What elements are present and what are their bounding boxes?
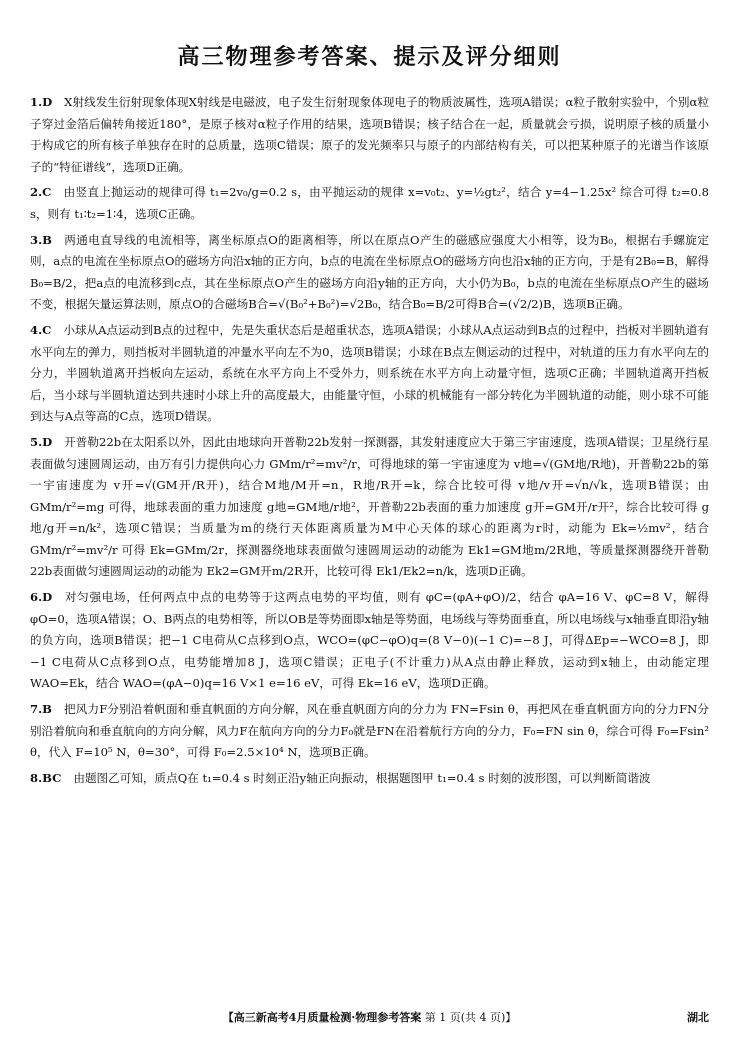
answer-text: X射线发生衍射现象体现X射线是电磁波，电子发生衍射现象体现电子的物质波属性，选项A错误；α粒子散射实验中，个别α粒子穿过金箔后偏转角接近180°，是原子核对α粒子作用的结果，选项B错误；核子结合在一起，质量就会亏损，说明原子核的质量小于构成它的所有核子单独存在时的总质量，选项C错误；原子的发光频率只与原子的内部结构有关，可以把某种原子的光谱当作该原子的“特征谱线”，选项D正确。 [30,95,709,174]
answer-text: 把风力F分别沿着帆面和垂直帆面的方向分解，风在垂直帆面方向的分力为 FN=Fsin θ，再把风在垂直帆面方向的分力FN分别沿着航向和垂直航向的方向分解，风力F在航向方向的分力F₀就是FN在沿着航行方向的分力，F₀=FN sin θ，综合可得 F₀=Fsin² θ，代入 F=10⁵ N，θ=30°，可得 F₀=2.5×10⁴ N，选项B正确。 [30,702,709,760]
answer-number: 6.D [30,590,53,605]
answer-text: 开普勒22b在太阳系以外，因此由地球向开普勒22b发射一探测器，其发射速度应大于第三宇宙速度，选项A错误；卫星绕行星表面做匀速圆周运动，由万有引力提供向心力 GMm/r²=mv²/r，可得地球的第一宇宙速度为 v地=√(GM地/R地)，开普勒22b的第一宇宙速度为 v开=√(GM开/R开)，结合M地/M开=n，R地/R开=k，综合比较可得 v地/v开=√n/√k，选项B错误；由 GMm/r²=mg 可得，地球表面的重力加速度 g地=GM地/r地²，开普勒22b表面的重力加速度 g开=GM开/r开²，综合比较可得 g地/g开=n/k²，选项C错误；当质量为m的绕行天体距离质量为M中心天体的球心的距离为r时，动能为 Ek=½mv²，结合 GMm/r²=mv²/r 可得 Ek=GMm/2r，探测器绕地球表面做匀速圆周运动的动能为 Ek1=GM地m/2R地，等质量探测器绕开普勒22b表面做匀速圆周运动的动能为 Ek2=GM开m/2R开，比较可得 Ek1/Ek2=n/k，选项D正确。 [30,434,709,579]
answer-item [30,699,709,764]
answer-text: 由题图乙可知，质点Q在 t₁=0.4 s 时刻正沿y轴正向振动，根据题图甲 t₁=0.4 s 时刻的波形图，可以判断简谐波 [73,770,651,785]
answer-text: 由竖直上抛运动的规律可得 t₁=2v₀/g=0.2 s，由平抛运动的规律 x=v₀t₂、y=½gt₂²，结合 y=4−1.25x² 综合可得 t₂=0.8 s，则有 t₁∶t₂=1∶4，选项C正确。 [30,185,709,221]
answer-number: 8.BC [30,770,62,785]
answer-number: 4.C [30,322,52,337]
answer-number: 1.D [30,95,53,109]
answer-item [30,432,709,583]
answer-text: 对匀强电场，任何两点中点的电势等于这两点电势的平均值，则有 φC=(φA+φO)/2，结合 φA=16 V、φC=8 V，解得 φO=0，选项A错误；O、B两点的电势相等，所以OB是等势面即x轴是等势面，电场线与等势面垂直，所以电场线与x轴垂直即沿y轴的负方向，选项B错误；把−1 C电荷从C点移到O点，WCO=(φC−φO)q=(8 V−0)(−1 C)=−8 J，可得ΔEp=−WCO=8 J，即−1 C电荷从C点移到O点，电势能增加8 J，选项C错误；正电子(不计重力)从A点由静止释放，运动到x轴上，由动能定理 WAO=Ek，结合 WAO=(φA−0)q=16 V×1 e=16 eV，可得 Ek=16 eV，选项D正确。 [30,590,709,691]
answer-text: 小球从A点运动到B点的过程中，先是失重状态后是超重状态，选项A错误；小球从A点运动到B点的过程中，挡板对半圆轨道有水平向左的弹力，则挡板对半圆轨道的冲量水平向左不为0，选项B错误；小球在B点左侧运动的过程中，对轨道的压力有水平向左的分力，半圆轨道离开挡板向左运动，系统在水平方向上不受外力，则系统在水平方向上动量守恒，选项C正确；半圆轨道离开挡板后，当小球与半圆轨道达到共速时小球上升的高度最大，由能量守恒，小球的机械能有一部分转化为半圆轨道的动能，则小球不可能到达与A点等高的C点，选项D错误。 [30,322,709,424]
answer-number: 7.B [30,702,52,717]
answer-item [30,587,709,695]
answer-item [30,92,709,178]
answer-item [30,768,709,790]
answer-item [30,320,709,428]
answer-number: 3.B [30,232,52,247]
footer-exam-tag: 【高三新高考4月质量检测·物理参考答案 [222,1011,422,1024]
answer-text: 两通电直导线的电流相等，离坐标原点O的距离相等，所以在原点O产生的磁感应强度大小相等，设为B₀，根据右手螺旋定则，a点的电流在坐标原点O的磁场方向沿x轴的正方向，b点的电流在坐标原点O的磁场方向也沿x轴的正方向，于是有2B₀=B，解得B₀=B/2，把a点的电流移到c点，其在坐标原点O产生的磁场方向沿y轴的正方向，大小仍为B₀，b点的电流在坐标原点O产生的磁场不变，根据矢量运算法则，原点O的合磁场B合=√(B₀²+B₀²)=√2B₀，结合B₀=B/2可得B合=(√2/2)B，选项B正确。 [30,232,709,312]
answer-number: 5.D [30,434,53,449]
answer-item [30,230,709,316]
footer-page-number: 第 1 页(共 4 页)】 [424,1011,517,1024]
answer-item [30,182,709,225]
answer-number: 2.C [30,185,52,200]
page-title: 高三物理参考答案、提示及评分细则 [177,45,562,70]
answers-list [30,92,709,793]
page-footer [30,1011,709,1025]
footer-region: 湖北 [687,1011,709,1024]
